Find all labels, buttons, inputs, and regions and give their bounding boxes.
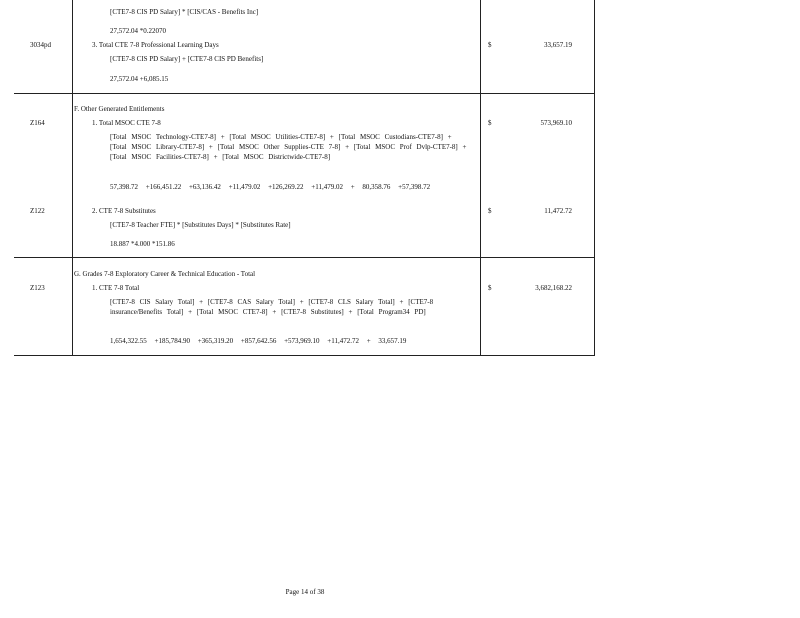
row-divider — [14, 257, 594, 258]
row-divider — [14, 93, 594, 94]
formula-values: 18.887 *4.000 *151.86 — [110, 240, 175, 248]
row-code: Z123 — [30, 284, 45, 292]
item-label: 1. Total MSOC CTE 7-8 — [92, 119, 161, 127]
amount-value: 33,657.19 — [544, 41, 572, 49]
column-divider — [480, 0, 481, 356]
formula-text: [CTE7-8 CIS Salary Total] + [CTE7-8 CAS Salary Total] + [CTE7-8 CLS Salary Total] + [CTE7-8 insurance/Benefits Total] + [Total MSOC CTE7-8] + [CTE7-8 Substitutes] + [Total Program34 PD] — [110, 298, 434, 316]
column-divider — [72, 0, 73, 356]
formula-text: [CTE7-8 Teacher FTE] * [Substitutes Days] * [Substitutes Rate] — [110, 221, 291, 229]
row-code: Z122 — [30, 207, 45, 215]
table-bottom-border — [14, 355, 594, 356]
amount-value: 573,969.10 — [540, 119, 572, 127]
formula-values: 27,572.04 +6,085.15 — [110, 75, 169, 83]
item-label: 2. CTE 7-8 Substitutes — [92, 207, 156, 215]
formula-text: [CTE7-8 CIS PD Salary] + [CTE7-8 CIS PD Benefits] — [110, 55, 264, 63]
formula-text: [CTE7-8 CIS PD Salary] * [CIS/CAS - Benefits Inc] — [110, 8, 259, 16]
item-label: 1. CTE 7-8 Total — [92, 284, 140, 292]
formula-values: 1,654,322.55 +185,784.90 +365,319.20 +857,642.56 +573,969.10 +11,472.72 + 33,657.19 — [110, 337, 407, 345]
row-code: 3034pd — [30, 41, 51, 49]
formula-values: 27,572.04 *0.22070 — [110, 27, 166, 35]
amount-value: 11,472.72 — [544, 207, 572, 215]
section-heading: G. Grades 7-8 Exploratory Career & Technical Education - Total — [74, 270, 256, 278]
formula-text: [Total MSOC Technology-CTE7-8] + [Total MSOC Utilities-CTE7-8] + [Total MSOC Custodians-CTE7-8] + [Total MSOC Library-CTE7-8] + [Total MSOC Other Supplies-CTE 7-8] + [Total MSOC Prof Dvlp-CTE7-8] + [Total MSOC Facilities-CTE7-8] + [Total MSOC Districtwide-CTE7-8] — [110, 133, 467, 161]
page-number: Page 14 of 38 — [285, 588, 325, 596]
row-code: Z164 — [30, 119, 45, 127]
section-heading: F. Other Generated Entitlements — [74, 105, 165, 113]
table-right-border — [594, 0, 595, 356]
dollar-sign: $ — [488, 119, 492, 127]
amount-value: 3,682,168.22 — [535, 284, 572, 292]
formula-values: 57,398.72 +166,451.22 +63,136.42 +11,479.02 +126,269.22 +11,479.02 + 80,358.76 +57,398.72 — [110, 183, 431, 191]
dollar-sign: $ — [488, 284, 492, 292]
item-label: 3. Total CTE 7-8 Professional Learning Days — [92, 41, 219, 49]
dollar-sign: $ — [488, 207, 492, 215]
dollar-sign: $ — [488, 41, 492, 49]
